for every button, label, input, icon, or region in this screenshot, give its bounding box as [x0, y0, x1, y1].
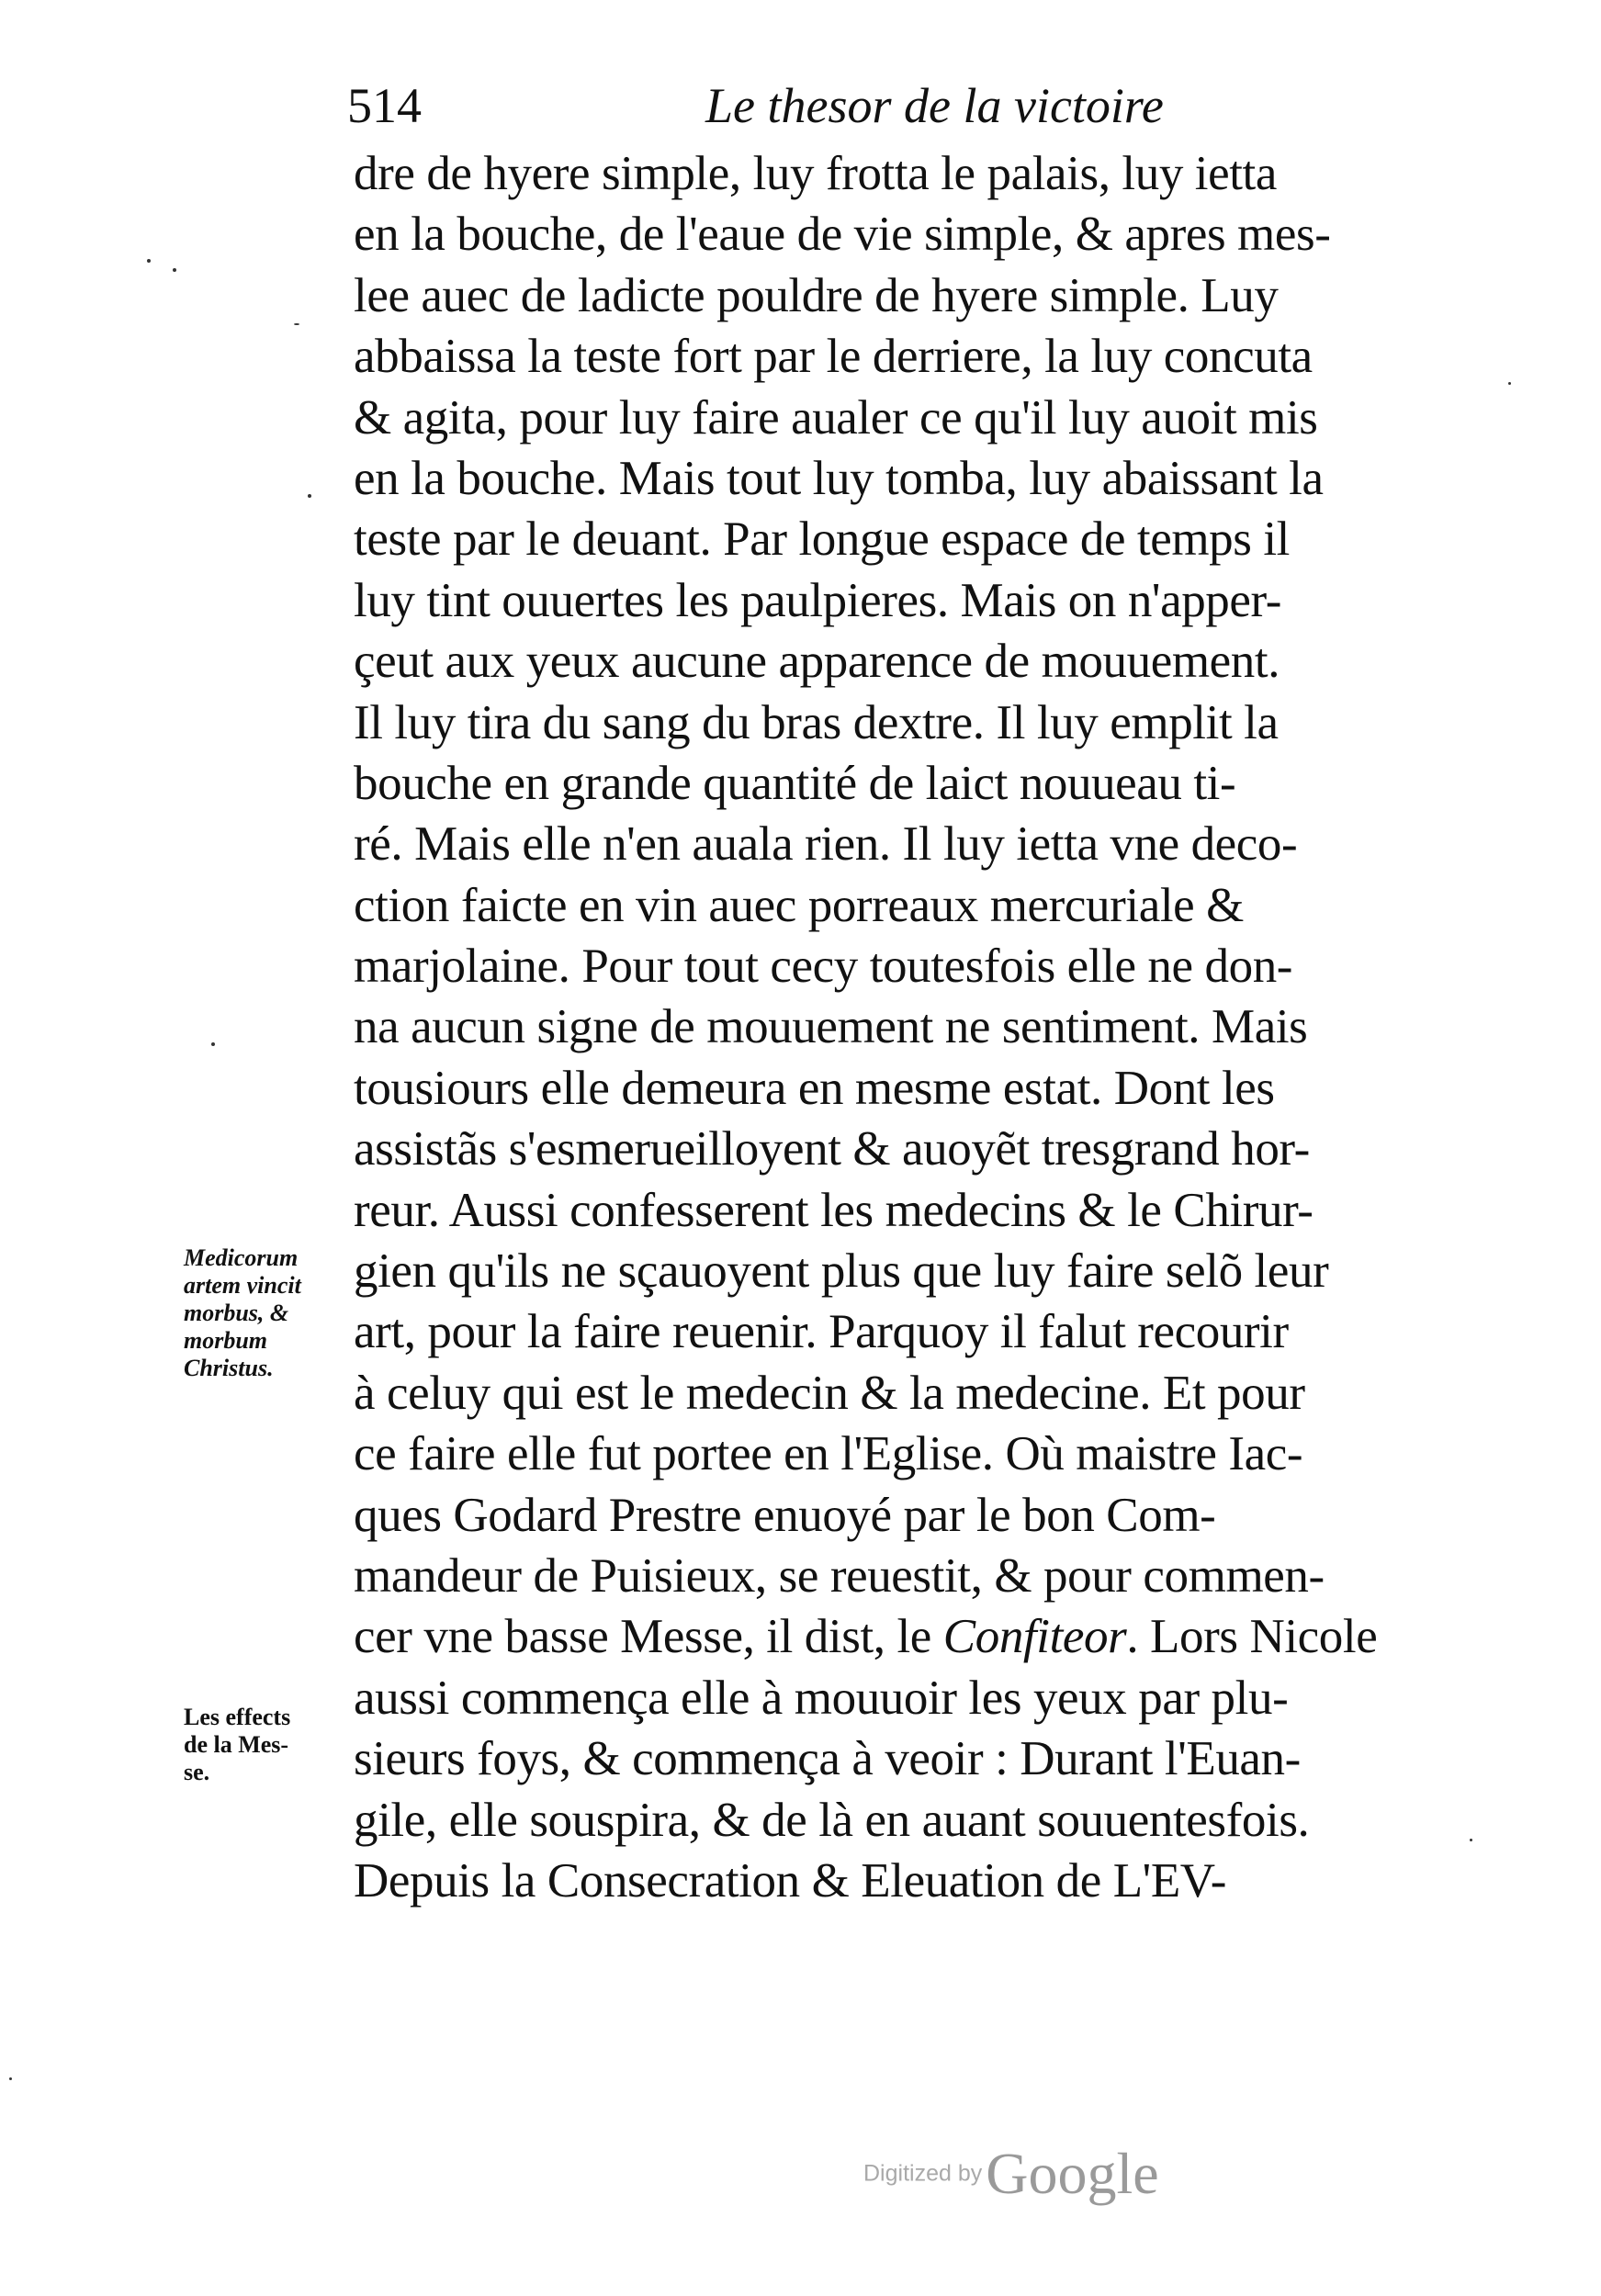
margin-note-line: Medicorum	[184, 1244, 299, 1271]
text-line: tousiours elle demeura en mesme estat. Dont les	[354, 1061, 1275, 1115]
margin-note-line: Les effects	[184, 1704, 291, 1730]
scan-speck	[1470, 1839, 1472, 1841]
margin-note-line: morbum	[184, 1327, 268, 1354]
margin-note-effects-of-mass	[184, 1704, 290, 1786]
margin-note-line: se.	[184, 1759, 210, 1785]
text-line: abbaissa la teste fort par le derriere, la luy concuta	[354, 330, 1313, 384]
scan-speck	[173, 268, 176, 272]
scan-speck	[294, 323, 299, 325]
text-line: ques Godard Prestre enuoyé par le bon Com-	[354, 1488, 1216, 1542]
text-line: Depuis la Consecration & Eleuation de L'EV-	[354, 1853, 1227, 1908]
text-line: bouche en grande quantité de laict nouueau ti-	[354, 756, 1236, 810]
text-line: na aucun signe de mouuement ne sentiment. Mais	[354, 1000, 1308, 1054]
margin-note-medicorum	[184, 1244, 301, 1382]
scan-speck	[147, 259, 151, 263]
margin-note-line: Christus.	[184, 1355, 274, 1381]
text-line: & agita, pour luy faire aualer ce qu'il luy auoit mis	[354, 390, 1318, 445]
scan-speck	[211, 1042, 215, 1046]
body-text	[354, 143, 1456, 1911]
margin-note-line: artem vincit	[184, 1272, 301, 1299]
text-line: sieurs foys, & commença à veoir : Durant l'Euan-	[354, 1732, 1301, 1786]
page-number: 514	[347, 78, 422, 133]
text-line: marjolaine. Pour tout cecy toutesfois elle ne don-	[354, 940, 1293, 994]
text-line: ce faire elle fut portee en l'Eglise. Où maistre Iac-	[354, 1427, 1303, 1481]
confiteor-italic: Confiteor	[942, 1610, 1127, 1664]
scan-speck	[308, 494, 311, 498]
text-line: dre de hyere simple, luy frotta le palais, luy ietta	[354, 147, 1277, 200]
google-logo: Google	[986, 2141, 1159, 2206]
text-line: gien qu'ils ne sçauoyent plus que luy faire selõ leur	[354, 1244, 1329, 1299]
text-line: Il luy tira du sang du bras dextre. Il luy emplit la	[354, 695, 1279, 749]
scan-speck	[9, 2077, 12, 2080]
text-line: çeut aux yeux aucune apparence de mouuement.	[354, 635, 1280, 689]
text-line: assistãs s'esmerueilloyent & auoyẽt tresgrand hor-	[354, 1122, 1310, 1176]
text-line: reur. Aussi confesserent les medecins & le Chirur-	[354, 1183, 1313, 1237]
digitized-label: Digitized by	[863, 2160, 983, 2187]
text-line: en la bouche. Mais tout luy tomba, luy abaissant la	[354, 451, 1324, 505]
text-line: art, pour la faire reuenir. Parquoy il falut recourir	[354, 1305, 1289, 1359]
text-line: luy tint ouuertes les paulpieres. Mais on n'apper-	[354, 573, 1281, 627]
text-line: gile, elle souspira, & de là en auant souuentesfois.	[354, 1793, 1310, 1847]
text-line: en la bouche, de l'eaue de vie simple, & apres mes-	[354, 208, 1331, 262]
text-fragment: . Lors Nicole	[1126, 1610, 1378, 1664]
margin-note-line: morbus, &	[184, 1300, 289, 1326]
text-line: mandeur de Puisieux, se reuestit, & pour commen-	[354, 1548, 1325, 1603]
text-line: ré. Mais elle n'en auala rien. Il luy ietta vne deco-	[354, 817, 1298, 872]
running-title: Le thesor de la victoire	[705, 78, 1164, 133]
page-header	[347, 73, 1174, 138]
text-line: teste par le deuant. Par longue espace de temps il	[354, 512, 1291, 567]
text-fragment: cer vne basse Messe, il dist, le	[354, 1610, 931, 1664]
margin-note-line: de la Mes-	[184, 1731, 289, 1758]
digitized-by-google	[863, 2140, 1159, 2208]
scan-speck	[1508, 382, 1511, 385]
text-line: lee auec de ladicte pouldre de hyere simple. Luy	[354, 268, 1279, 322]
text-line-confiteor	[354, 1606, 1456, 1667]
text-line: aussi commença elle à mouuoir les yeux par plu-	[354, 1671, 1289, 1725]
text-line: ction faicte en vin auec porreaux mercuriale &	[354, 878, 1244, 932]
text-line: à celuy qui est le medecin & la medecine. Et pour	[354, 1366, 1305, 1420]
